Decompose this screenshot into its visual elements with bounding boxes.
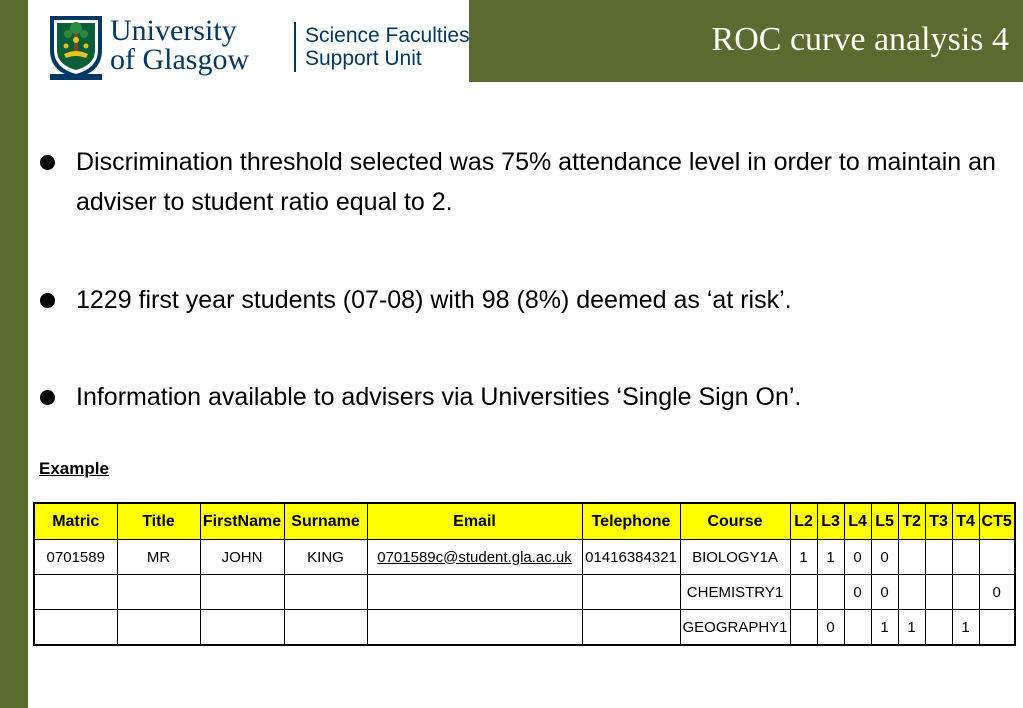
university-crest-icon [48,14,104,80]
column-header-l4: L4 [844,503,871,540]
table-cell-t4 [952,575,979,610]
column-header-surname: Surname [284,503,367,540]
left-accent-bar [0,0,28,708]
column-header-t3: T3 [925,503,952,540]
table-body [34,540,1015,646]
bullet-item [40,377,1000,417]
student-table [33,502,1016,646]
table-cell-l5: 0 [871,575,898,610]
column-header-t4: T4 [952,503,979,540]
bullet-text: 1229 first year students (07-08) with 98 (8%) deemed as ‘at risk’. [76,286,792,314]
table-cell-l2 [790,610,817,646]
column-header-email: Email [367,503,582,540]
table-cell-t3 [925,575,952,610]
bullet-text-line: order to maintain an adviser to student ratio equal to 2. [76,148,996,216]
table-cell-telephone [582,610,680,646]
table-header-row [34,503,1015,540]
table-row [34,610,1015,646]
bullet-text-line: Discrimination threshold selected was 75% attendance level in [76,148,767,176]
table-cell-ct5 [979,540,1015,575]
column-header-l5: L5 [871,503,898,540]
slide-title: ROC curve analysis 4 [711,21,1009,58]
table-cell-course: CHEMISTRY1 [680,575,790,610]
table-cell-t4 [952,540,979,575]
table-cell-course: BIOLOGY1A [680,540,790,575]
table-cell-l3: 0 [817,610,844,646]
table-row [34,575,1015,610]
table-cell-matric [34,575,117,610]
example-label: Example [39,459,109,478]
table-cell-ct5: 0 [979,575,1015,610]
table-cell-title: MR [117,540,200,575]
bullet-item [40,280,1000,320]
bullet-item [40,142,1000,222]
title-band [469,0,1023,82]
table-cell-l2 [790,575,817,610]
table-cell-course: GEOGRAPHY1 [680,610,790,646]
bullet-dot-icon [40,390,55,405]
bullet-text: Information available to advisers via Universities ‘Single Sign On’. [76,383,802,411]
table-cell-surname [284,610,367,646]
table-cell-firstname [200,610,284,646]
table-cell-email [367,575,582,610]
column-header-t2: T2 [898,503,925,540]
table-cell-l4: 0 [844,540,871,575]
table-cell-firstname [200,575,284,610]
column-header-ct5: CT5 [979,503,1015,540]
column-header-telephone: Telephone [582,503,680,540]
university-name-line1: University [110,14,237,47]
table-cell-l5: 0 [871,540,898,575]
column-header-title: Title [117,503,200,540]
column-header-l3: L3 [817,503,844,540]
table-cell-matric: 0701589 [34,540,117,575]
table-cell-l4: 0 [844,575,871,610]
column-header-l2: L2 [790,503,817,540]
table-cell-t3 [925,610,952,646]
table-cell-firstname: JOHN [200,540,284,575]
column-header-matric: Matric [34,503,117,540]
table-cell-telephone [582,575,680,610]
table-cell-l3 [817,575,844,610]
table-cell-email[interactable]: 0701589c@student.gla.ac.uk [367,540,582,575]
table-cell-t2 [898,575,925,610]
university-logo [48,14,470,80]
table-cell-l3: 1 [817,540,844,575]
table-cell-ct5 [979,610,1015,646]
logo-divider [294,22,296,72]
table-cell-t2 [898,540,925,575]
table-cell-l5: 1 [871,610,898,646]
column-header-course: Course [680,503,790,540]
table-cell-t3 [925,540,952,575]
table-cell-t2: 1 [898,610,925,646]
university-name-line2: of Glasgow [110,43,250,76]
table-row [34,540,1015,575]
table-cell-matric [34,610,117,646]
unit-name-line1: Science Faculties [305,24,470,47]
table-cell-telephone: 01416384321 [582,540,680,575]
table-cell-surname [284,575,367,610]
table-cell-email [367,610,582,646]
table-cell-l2: 1 [790,540,817,575]
table-cell-title [117,575,200,610]
unit-name-line2: Support Unit [305,47,422,70]
column-header-firstname: FirstName [200,503,284,540]
bullet-dot-icon [40,155,55,170]
table-cell-t4: 1 [952,610,979,646]
table-cell-title [117,610,200,646]
table-cell-l4 [844,610,871,646]
table-cell-surname: KING [284,540,367,575]
bullet-dot-icon [40,293,55,308]
